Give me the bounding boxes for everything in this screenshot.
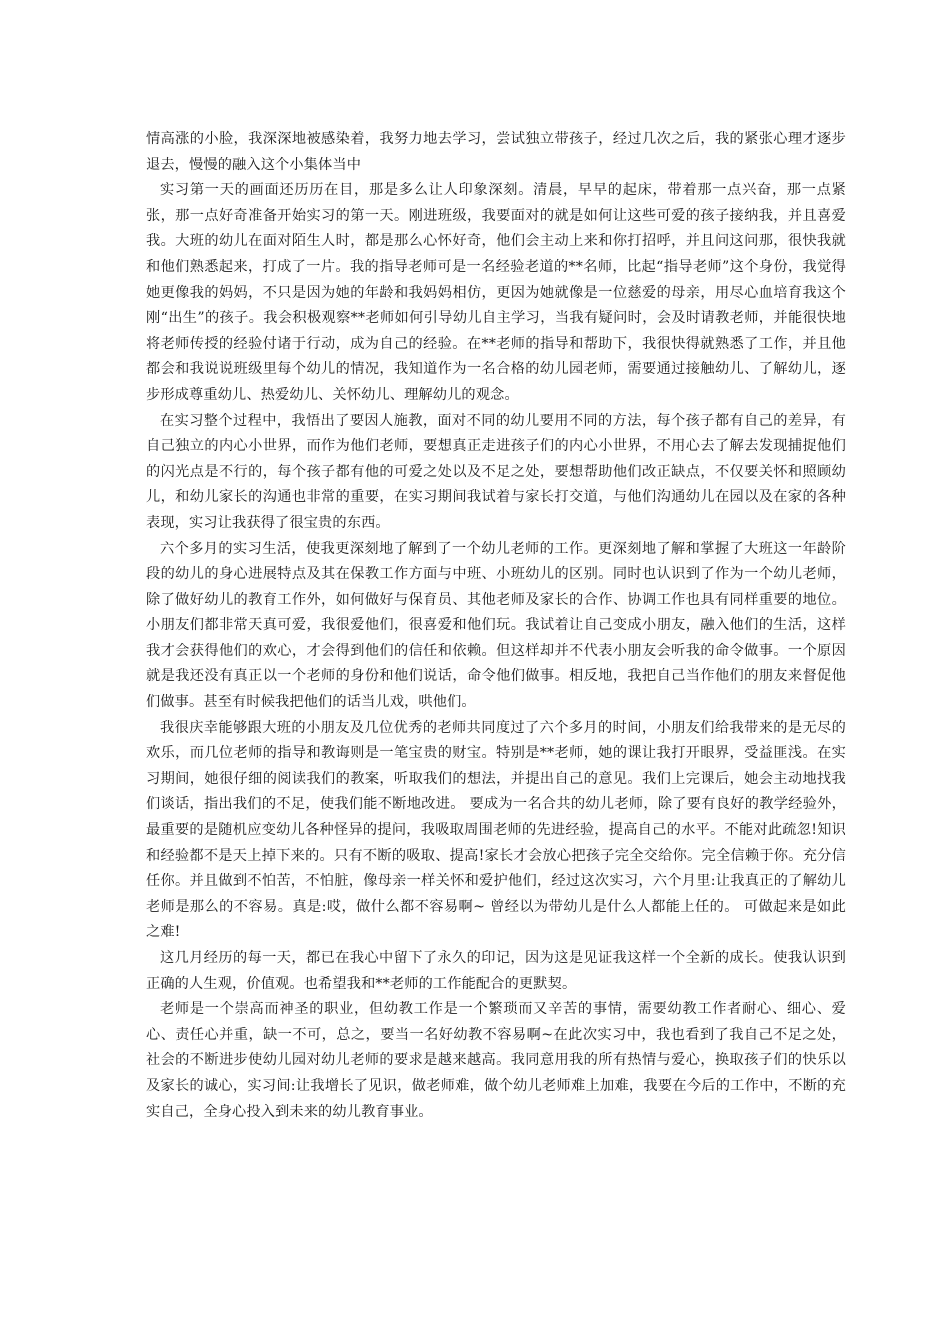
paragraph-1: 情高涨的小脸，我深深地被感染着，我努力地去学习，尝试独立带孩子，经过几次之后，我的紧张心理才逐步退去，慢慢的融入这个小集体当中 <box>146 131 846 173</box>
paragraph-6: 这几月经历的每一天，都已在我心中留下了永久的印记，因为这是见证我这样一个全新的成长。使我认识到正确的人生观，价值观。也希望我和**老师的工作能配合的更默契。 <box>146 950 846 992</box>
paragraph-7: 老师是一个崇高而神圣的职业，但幼教工作是一个繁琐而又辛苦的事情，需要幼教工作者耐心、细心、爱心、责任心并重，缺一不可，总之，要当一名好幼教不容易啊~在此次实习中，我也看到了我自己不足之处，社会的不断进步使幼儿园对幼儿老师的要求是越来越高。我同意用我的所有热情与爱心，换取孩子们的快乐以及家长的诚心，实习间:让我增长了见识，做老师难，做个幼儿老师难上加难，我要在今后的工作中，不断的充实自己，全身心投入到未来的幼儿教育事业。 <box>146 1001 846 1120</box>
paragraph-2: 实习第一天的画面还历历在目，那是多么让人印象深刻。清晨，早早的起床，带着那一点兴奋，那一点紧张，那一点好奇准备开始实习的第一天。刚进班级，我要面对的就是如何让这些可爱的孩子接纳我，并且喜爱我。大班的幼儿在面对陌生人时，都是那么心怀好奇，他们会主动上来和你打招呼，并且问这问那，很快我就和他们熟悉起来，打成了一片。我的指导老师可是一名经验老道的**名师，比起“指导老师”这个身份，我觉得她更像我的妈妈，不只是因为她的年龄和我妈妈相仿，更因为她就像是一位慈爱的母亲，用尽心血培育我这个刚“出生”的孩子。我会积极观察**老师如何引导幼儿自主学习，当我有疑问时，会及时请教老师，并能很快地将老师传授的经验付诸于行动，成为自己的经验。在**老师的指导和帮助下，我很快得就熟悉了工作，并且他都会和我说说班级里每个幼儿的情况，我知道作为一名合格的幼儿园老师，需要通过接触幼儿、了解幼儿，逐步形成尊重幼儿、热爱幼儿、关怀幼儿、理解幼儿的观念。 <box>146 182 846 403</box>
paragraph-4: 六个多月的实习生活，使我更深刻地了解到了一个幼儿老师的工作。更深刻地了解和掌握了大班这一年龄阶段的幼儿的身心进展特点及其在保教工作方面与中班、小班幼儿的区别。同时也认识到了作为一个幼儿老师，除了做好幼儿的教育工作外，如何做好与保育员、其他老师及家长的合作、协调工作也具有同样重要的地位。 小朋友们都非常天真可爱，我很爱他们，很喜爱和他们玩。我试着让自己变成小朋友，融入他们的生活，这样我才会获得他们的欢心，才会得到他们的信任和依赖。但这样却并不代表小朋友会听我的命令做事。一个原因就是我还没有真正以一个老师的身份和他们说话，命令他们做事。相反地，我把自己当作他们的朋友来督促他们做事。甚至有时候我把他们的话当儿戏，哄他们。 <box>146 540 846 711</box>
document-body <box>146 127 846 1125</box>
paragraph-5: 我很庆幸能够跟大班的小朋友及几位优秀的老师共同度过了六个多月的时间，小朋友们给我带来的是无尽的欢乐，而几位老师的指导和教诲则是一笔宝贵的财宝。特别是**老师，她的课让我打开眼界，受益匪浅。在实习期间，她很仔细的阅读我们的教案，听取我们的想法，并提出自己的意见。我们上完课后，她会主动地找我们谈话，指出我们的不足，使我们能不断地改进。 要成为一名合共的幼儿老师，除了要有良好的教学经验外，最重要的是随机应变幼儿各种怪异的提问，我吸取周围老师的先进经验，提高自己的水平。不能对此疏忽!知识和经验都不是天上掉下来的。只有不断的吸取、提高!家长才会放心把孩子完全交给你。完全信赖于你。充分信任你。并且做到不怕苦，不怕脏，像母亲一样关怀和爱护他们，经过这次实习，六个月里:让我真正的了解幼儿老师是那么的不容易。真是:哎，做什么都不容易啊~ 曾经以为带幼儿是什么人都能上任的。 可做起来是如此之难! <box>146 719 846 941</box>
paragraph-3: 在实习整个过程中，我悟出了要因人施教，面对不同的幼儿要用不同的方法，每个孩子都有自己的差异，有自己独立的内心小世界，而作为他们老师，要想真正走进孩子们的内心小世界，不用心去了解去发现捕捉他们的闪光点是不行的，每个孩子都有他的可爱之处以及不足之处，要想帮助他们改正缺点，不仅要关怀和照顾幼儿，和幼儿家长的沟通也非常的重要，在实习期间我试着与家长打交道，与他们沟通幼儿在园以及在家的各种表现，实习让我获得了很宝贵的东西。 <box>146 412 846 531</box>
